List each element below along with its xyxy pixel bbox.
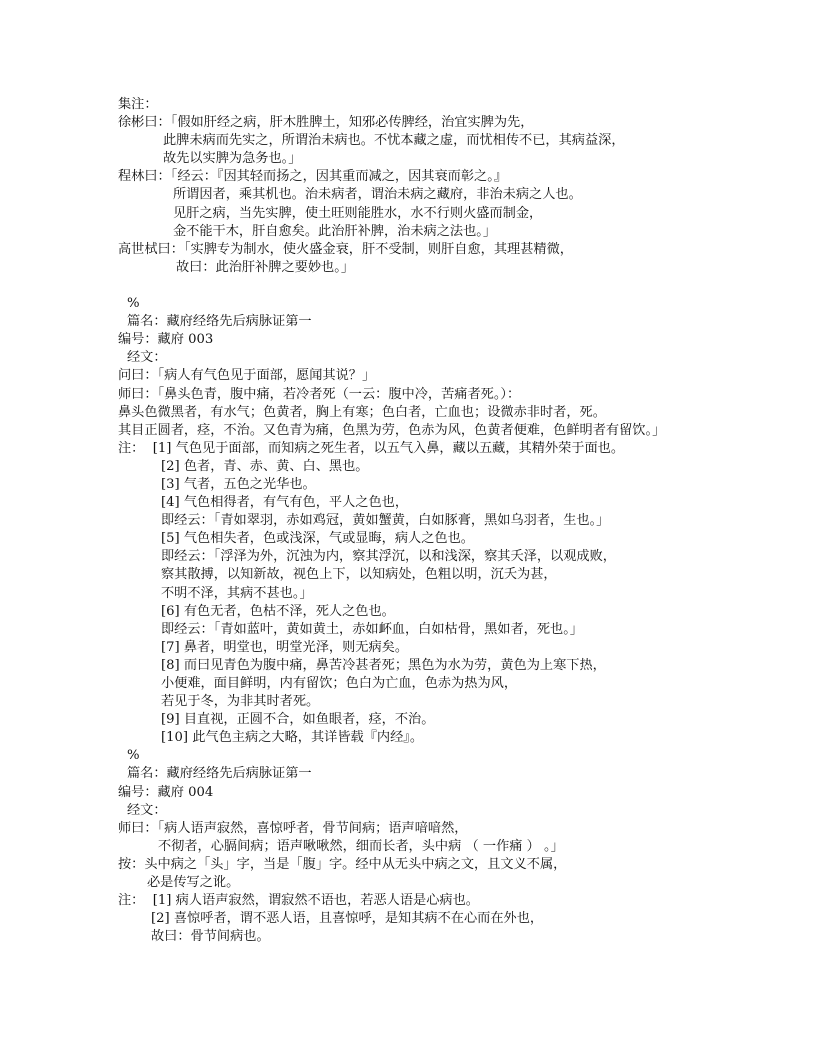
note-line: 注： [1] 病人语声寂然，谓寂然不语也，若恶人语是心病也。 <box>118 893 479 909</box>
note-line: 不明不泽，其病不甚也。」 <box>161 585 313 601</box>
note-line: [10] 此气色主病之大略，其详皆载『内经』。 <box>161 730 424 746</box>
note-line: 察其散搏，以知新故，视色上下，以知病处，色粗以明，沉夭为甚， <box>161 567 557 583</box>
commentary-line: 所谓因者，乘其机也。治未病者，谓治未病之藏府，非治未病之人也。 <box>173 187 582 203</box>
annotation-line: 按：头中病之「头」字，当是「腹」字。经中从无头中病之文，且文义不属， <box>118 856 567 872</box>
note-line: [7] 鼻者，明堂也，明堂光泽，则无病矣。 <box>161 639 409 655</box>
commentary-line: 故曰：此治肝补脾之要妙也。」 <box>176 259 355 275</box>
chapter-name: 篇名：藏府经络先后病脉证第一 <box>127 766 312 782</box>
commentary-line: 此脾未病而先实之，所谓治未病也。不忧本藏之虚，而忧相传不已，其病益深， <box>163 133 625 149</box>
note-line: [6] 有色无者，色枯不泽，死人之色也。 <box>161 603 395 619</box>
note-line: 即经云：「青如翠羽，赤如鸡冠，黄如蟹黄，白如豚膏，黑如乌羽者，生也。」 <box>161 513 610 529</box>
text-heading: 经文： <box>127 350 167 366</box>
note-line: 即经云：「浮泽为外，沉浊为内，察其浮沉，以和浅深，察其夭泽，以观成败， <box>161 549 616 565</box>
note-line: [4] 气色相得者，有气有色，平人之色也， <box>161 495 409 511</box>
note-line: [2] 色者，青、赤、黄、白、黑也。 <box>161 458 369 474</box>
note-line: [9] 目直视，正圆不合，如鱼眼者，痉，不治。 <box>161 712 435 728</box>
text-line: 问曰：「病人有气色见于面部，愿闻其说？」 <box>118 368 376 384</box>
text-line: 其目正圆者，痉，不治。又色青为痛，色黑为劳，色赤为风，色黄者便难，色鲜明者有留饮。」 <box>118 422 666 438</box>
text-line: 师曰：「鼻头色青，腹中痛，若冷者死（一云：腹中冷，苦痛者死。）： <box>118 386 521 402</box>
note-line: [8] 而曰见青色为腹中痛，鼻苦冷甚者死；黑色为水为劳，黄色为上寒下热， <box>161 657 606 673</box>
separator: % <box>127 296 140 312</box>
entry-number: 编号：藏府 003 <box>118 332 214 348</box>
note-line: 若见于冬，为非其时者死。 <box>161 694 320 710</box>
note-line: [2] 喜惊呼者，谓不恶人语，且喜惊呼，是知其病不在心而在外也， <box>151 911 544 927</box>
commentary-line: 故先以实脾为急务也。」 <box>163 151 302 167</box>
document-body <box>118 96 665 946</box>
commentary-line: 徐彬曰：「假如肝经之病，肝木胜脾土，知邪必传脾经，治宜实脾为先， <box>118 115 534 131</box>
note-line: 即经云：「青如蓝叶，黄如黄土，赤如衃血，白如枯骨，黑如者，死也。」 <box>161 621 583 637</box>
text-line: 不彻者，心膈间病；语声啾啾然，细而长者，头中病 （ 一作痛 ） 。」 <box>158 838 564 854</box>
commentary-line: 程林曰：「经云：『因其轻而扬之，因其重而减之，因其衰而彰之。』 <box>118 169 508 185</box>
text-line: 师曰：「病人语声寂然，喜惊呼者，骨节间病；语声喑喑然， <box>118 820 468 836</box>
section-heading: 集注： <box>118 97 158 112</box>
separator: % <box>127 748 140 764</box>
note-line: [3] 气者，五色之光华也。 <box>161 476 316 492</box>
chapter-name: 篇名：藏府经络先后病脉证第一 <box>127 314 312 330</box>
commentary-line: 见肝之病，当先实脾，使土旺则能胜水，水不行则火盛而制金， <box>173 205 543 221</box>
note-line: 注： [1] 气色见于面部，而知病之死生者，以五气入鼻，藏以五藏，其精外荣于面也。 <box>118 440 625 456</box>
blank-line <box>118 277 665 295</box>
entry-number: 编号：藏府 004 <box>118 784 214 800</box>
commentary-line: 高世栻曰：「实脾专为制水，使火盛金衰，肝不受制，则肝自愈，其理甚精微， <box>118 241 573 257</box>
commentary-line: 金不能干木，肝自愈矣。此治肝补脾，治未病之法也。」 <box>173 223 497 239</box>
note-line: [5] 气色相失者，色或浅深，气或显晦，病人之色也。 <box>161 531 474 547</box>
annotation-line: 必是传写之讹。 <box>147 875 240 891</box>
note-line: 故曰：骨节间病也。 <box>151 929 270 945</box>
note-line: 小便难，面目鲜明，内有留饮；色白为亡血，色赤为热为风， <box>161 676 518 691</box>
text-heading: 经文： <box>127 802 167 818</box>
text-line: 鼻头色微黑者，有水气；色黄者，胸上有寒；色白者，亡血也；设微赤非时者，死。 <box>118 404 606 420</box>
